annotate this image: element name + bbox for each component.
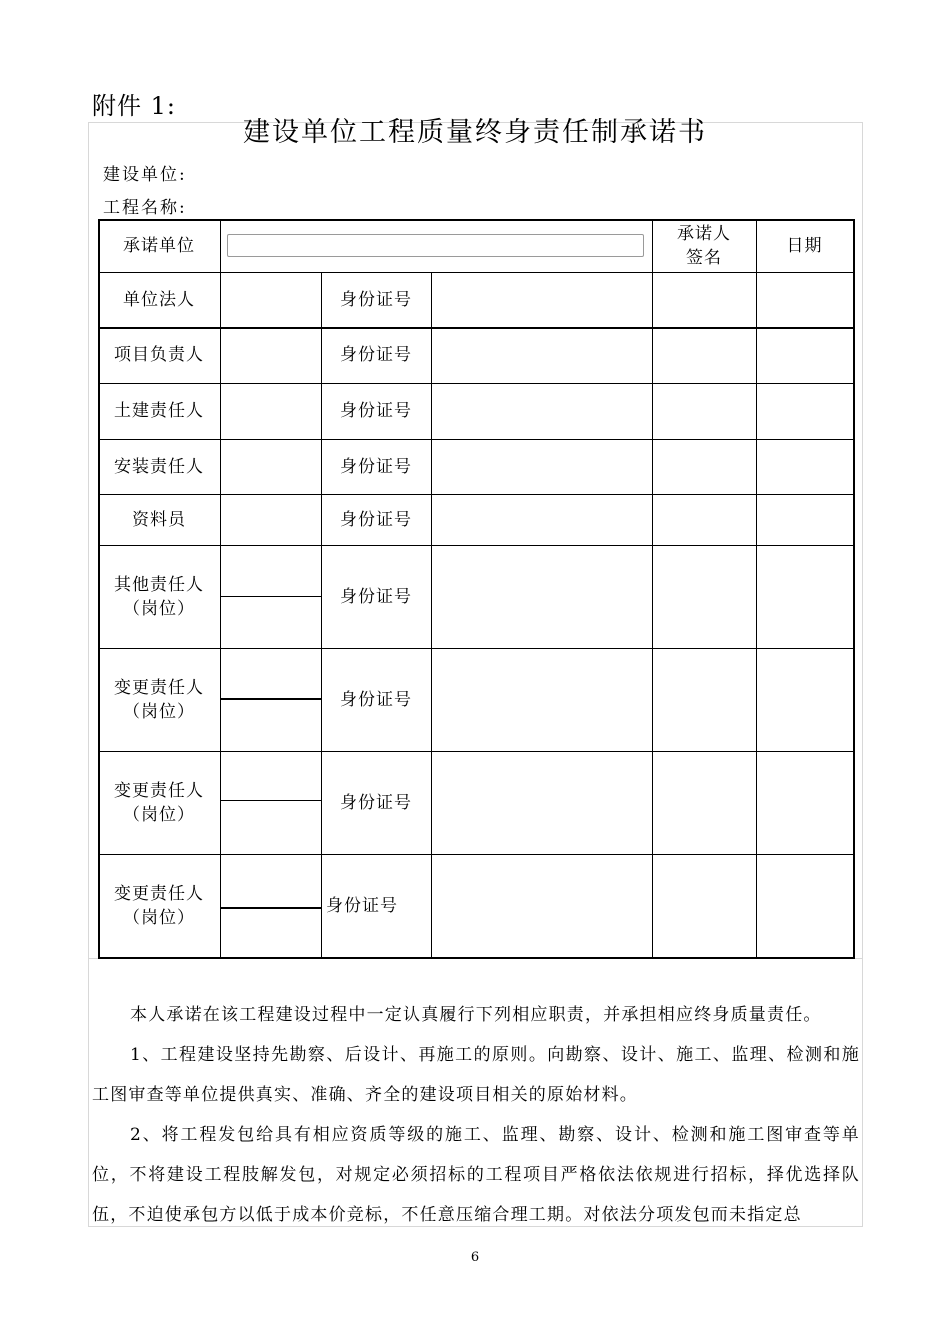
project-name-label: 工程名称: bbox=[103, 198, 187, 218]
name-cell[interactable] bbox=[222, 385, 319, 437]
signer-header: 承诺人 签名 bbox=[677, 223, 731, 268]
role-label: 安装责任人 bbox=[114, 456, 204, 477]
name-cell[interactable] bbox=[222, 329, 319, 381]
clause-1: 1、工程建设坚持先勘察、后设计、再施工的原则。向勘察、设计、施工、监理、检测和施工图审查等单位提供真实、准确、齐全的建设项目相关的原始材料。 bbox=[92, 1045, 860, 1105]
id-number-label: 身份证号 bbox=[326, 895, 398, 916]
table-line bbox=[652, 219, 653, 957]
date-cell[interactable] bbox=[758, 547, 851, 646]
id-number-cell[interactable] bbox=[433, 329, 650, 381]
id-number-cell[interactable] bbox=[433, 753, 650, 852]
name-cell[interactable] bbox=[222, 547, 319, 646]
signature-cell[interactable] bbox=[654, 385, 754, 437]
date-cell[interactable] bbox=[758, 274, 851, 325]
table-line bbox=[756, 219, 757, 957]
role-label: 土建责任人 bbox=[114, 401, 204, 421]
attachment-label: 附件 1: bbox=[92, 92, 176, 120]
construction-unit-label: 建设单位: bbox=[103, 165, 187, 185]
commitment-statement: 本人承诺在该工程建设过程中一定认真履行下列相应职责，并承担相应终身质量责任。 bbox=[130, 1005, 822, 1025]
page-number: 6 bbox=[470, 1250, 480, 1265]
name-cell[interactable] bbox=[222, 856, 319, 955]
table-line bbox=[220, 219, 221, 272]
id-number-label: 身份证号 bbox=[340, 792, 412, 813]
role-label: 单位法人 bbox=[123, 289, 195, 310]
date-cell[interactable] bbox=[758, 329, 851, 381]
name-cell[interactable] bbox=[222, 753, 319, 852]
signature-cell[interactable] bbox=[654, 753, 754, 852]
id-number-label: 身份证号 bbox=[340, 509, 412, 530]
id-number-label: 身份证号 bbox=[340, 289, 412, 310]
role-label: 变更责任人 （岗位） bbox=[114, 780, 204, 825]
id-number-cell[interactable] bbox=[433, 856, 650, 955]
name-cell[interactable] bbox=[222, 274, 319, 325]
id-number-cell[interactable] bbox=[433, 274, 650, 325]
date-cell[interactable] bbox=[758, 650, 851, 749]
signature-cell[interactable] bbox=[654, 441, 754, 492]
signature-cell[interactable] bbox=[654, 496, 754, 543]
commit-unit-header: 承诺单位 bbox=[123, 235, 195, 256]
signature-cell[interactable] bbox=[654, 329, 754, 381]
signature-cell[interactable] bbox=[654, 856, 754, 955]
table-line bbox=[431, 272, 432, 957]
signature-cell[interactable] bbox=[654, 547, 754, 646]
table-line bbox=[220, 272, 221, 957]
role-label: 变更责任人 （岗位） bbox=[114, 677, 204, 722]
id-number-cell[interactable] bbox=[433, 650, 650, 749]
id-number-label: 身份证号 bbox=[340, 456, 412, 477]
role-label: 资料员 bbox=[132, 509, 186, 530]
date-cell[interactable] bbox=[758, 385, 851, 437]
id-number-label: 身份证号 bbox=[340, 586, 412, 607]
role-label: 变更责任人 （岗位） bbox=[114, 883, 204, 928]
date-cell[interactable] bbox=[758, 441, 851, 492]
id-number-label: 身份证号 bbox=[340, 345, 412, 365]
id-number-cell[interactable] bbox=[433, 547, 650, 646]
clause-2: 2、将工程发包给具有相应资质等级的施工、监理、勘察、设计、检测和施工图审查等单位，不将建设工程肢解发包，对规定必须招标的工程项目严格依法依规进行招标，择优选择队伍，不迫使承包方以低于成本价竞标，不任意压缩合理工期。对依法分项发包而未指定总 bbox=[92, 1125, 860, 1225]
table-border-bottom bbox=[98, 957, 855, 959]
commit-unit-field[interactable] bbox=[227, 234, 644, 257]
role-label: 项目负责人 bbox=[114, 345, 204, 365]
signature-cell[interactable] bbox=[654, 650, 754, 749]
table-border-right bbox=[853, 219, 855, 959]
id-number-cell[interactable] bbox=[433, 496, 650, 543]
page-title: 建设单位工程质量终身责任制承诺书 bbox=[243, 117, 707, 148]
id-number-label: 身份证号 bbox=[340, 401, 412, 421]
date-cell[interactable] bbox=[758, 856, 851, 955]
date-header: 日期 bbox=[786, 235, 823, 256]
name-cell[interactable] bbox=[222, 441, 319, 492]
id-number-label: 身份证号 bbox=[340, 689, 412, 710]
role-label: 其他责任人 （岗位） bbox=[114, 574, 204, 619]
name-cell[interactable] bbox=[222, 496, 319, 543]
name-cell[interactable] bbox=[222, 650, 319, 749]
signature-cell[interactable] bbox=[654, 274, 754, 325]
date-cell[interactable] bbox=[758, 753, 851, 852]
id-number-cell[interactable] bbox=[433, 385, 650, 437]
id-number-cell[interactable] bbox=[433, 441, 650, 492]
date-cell[interactable] bbox=[758, 496, 851, 543]
